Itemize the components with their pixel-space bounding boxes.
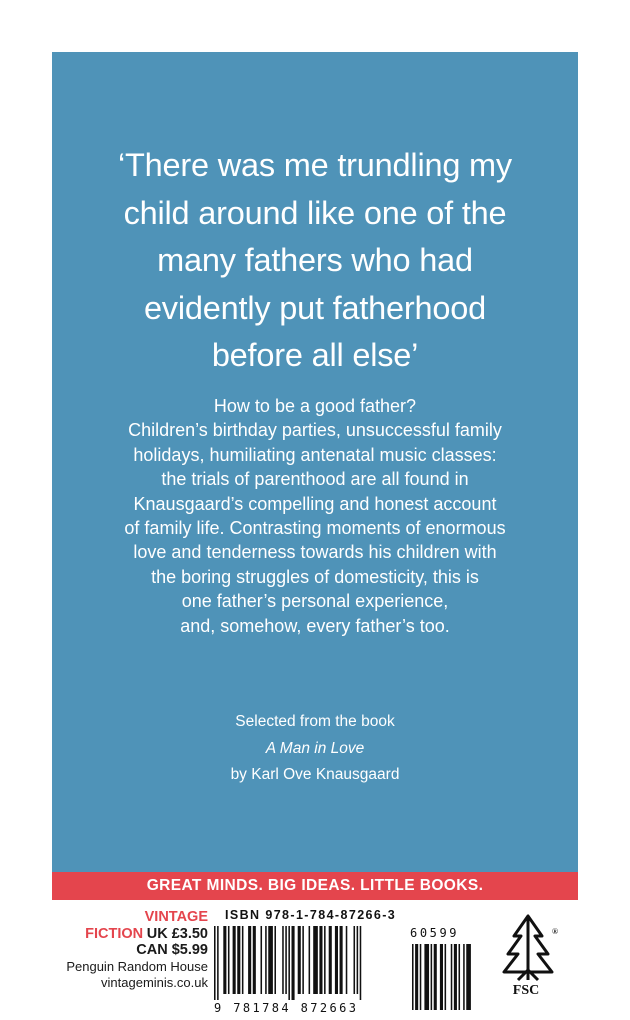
tagline-band: GREAT MINDS. BIG IDEAS. LITTLE BOOKS. [52, 872, 578, 900]
barcode-bar [335, 926, 338, 994]
barcode-bar [354, 926, 356, 994]
blurb-line: the boring struggles of domesticity, this is [151, 566, 479, 587]
barcode-bar [360, 926, 362, 1000]
barcode-bar [412, 944, 414, 1010]
book-title: A Man in Love [265, 739, 365, 757]
barcode-bar [242, 926, 244, 994]
blurb-text [52, 394, 578, 638]
addon-digits: 60599 [410, 926, 460, 940]
fsc-text: FSC [512, 983, 540, 998]
barcode-bar [420, 944, 422, 1010]
blurb-line: holidays, humiliating antenatal music classes: [133, 444, 497, 465]
barcode-bar [434, 944, 437, 1010]
author-line: by Karl Ove Knausgaard [230, 766, 400, 783]
quote-line: before all else’ [211, 337, 419, 373]
barcode-bar [346, 926, 348, 994]
blurb-line: and, somehow, every father’s too. [180, 615, 450, 636]
barcode-bar [292, 926, 295, 1000]
barcode-bar [463, 944, 465, 1010]
barcode-bar [466, 944, 471, 1010]
fsc-label [502, 927, 558, 999]
barcode-bar [268, 926, 273, 994]
barcode-bar [223, 926, 226, 994]
ean-barcode [212, 926, 402, 1000]
barcode-bar [288, 926, 290, 1000]
barcode-bar [440, 944, 443, 1010]
source-intro: Selected from the book [235, 713, 395, 730]
ean-digits: 9 781784 872663 [214, 1001, 359, 1015]
barcode-bar [329, 926, 332, 994]
barcode-bar [253, 926, 256, 994]
addon-barcode [410, 944, 480, 1016]
pull-quote [52, 142, 578, 380]
fsc-tree-logo [496, 910, 560, 984]
barcode-bar [228, 926, 230, 994]
blurb-line: Knausgaard’s compelling and honest account [133, 493, 497, 514]
barcode-bar [298, 926, 301, 994]
barcode-bar [451, 944, 453, 1010]
barcode-bar [274, 926, 276, 994]
barcode-bar [313, 926, 318, 994]
category-label: FICTION [85, 925, 144, 942]
source-credit [52, 709, 578, 789]
barcode-bar [340, 926, 343, 994]
registered-mark: ® [552, 927, 558, 936]
price-can: CAN $5.99 [136, 942, 208, 959]
blurb-line: the trials of parenthood are all found in [161, 469, 469, 490]
website: vintageminis.co.uk [101, 975, 208, 991]
barcode-bar [217, 926, 219, 1000]
barcode-bar [424, 944, 429, 1010]
barcode-bar [415, 944, 418, 1010]
isbn-label: ISBN 978-1-784-87266-3 [225, 908, 397, 922]
barcode-bar [357, 926, 359, 994]
barcode-bar [445, 944, 447, 1010]
barcode-bar [282, 926, 284, 994]
barcode-bar [459, 944, 461, 1010]
quote-line: child around like one of the [123, 194, 507, 231]
barcode-bar [431, 944, 433, 1010]
barcode-bar [237, 926, 240, 994]
barcode-bar [454, 944, 457, 1010]
barcode-bar [302, 926, 304, 994]
imprint-block [52, 909, 208, 992]
blurb-line: How to be a good father? [213, 396, 417, 416]
barcode-bar [248, 926, 251, 994]
back-cover-panel [52, 52, 578, 872]
barcode-bar [233, 926, 236, 994]
blurb-line: one father’s personal experience, [181, 591, 449, 612]
barcode-bar [309, 926, 311, 994]
quote-line: many fathers who had [157, 242, 473, 278]
blurb-line: Children’s birthday parties, unsuccessful family [128, 420, 502, 441]
barcode-bar [324, 926, 326, 994]
quote-line: ‘There was me trundling my [118, 147, 512, 183]
price-uk: UK £3.50 [146, 925, 208, 942]
barcode-bar [285, 926, 287, 994]
barcode-bar [214, 926, 216, 1000]
blurb-line: of family life. Contrasting moments of enormous [124, 518, 506, 539]
barcode-bar [261, 926, 263, 994]
publisher-name: Penguin Random House [66, 958, 208, 974]
barcode-bar [319, 926, 322, 994]
quote-line: evidently put fatherhood [143, 289, 487, 326]
vintage-brand: VINTAGE [144, 909, 208, 925]
barcode-bar [265, 926, 267, 994]
blurb-line: love and tenderness towards his children with [133, 542, 497, 563]
